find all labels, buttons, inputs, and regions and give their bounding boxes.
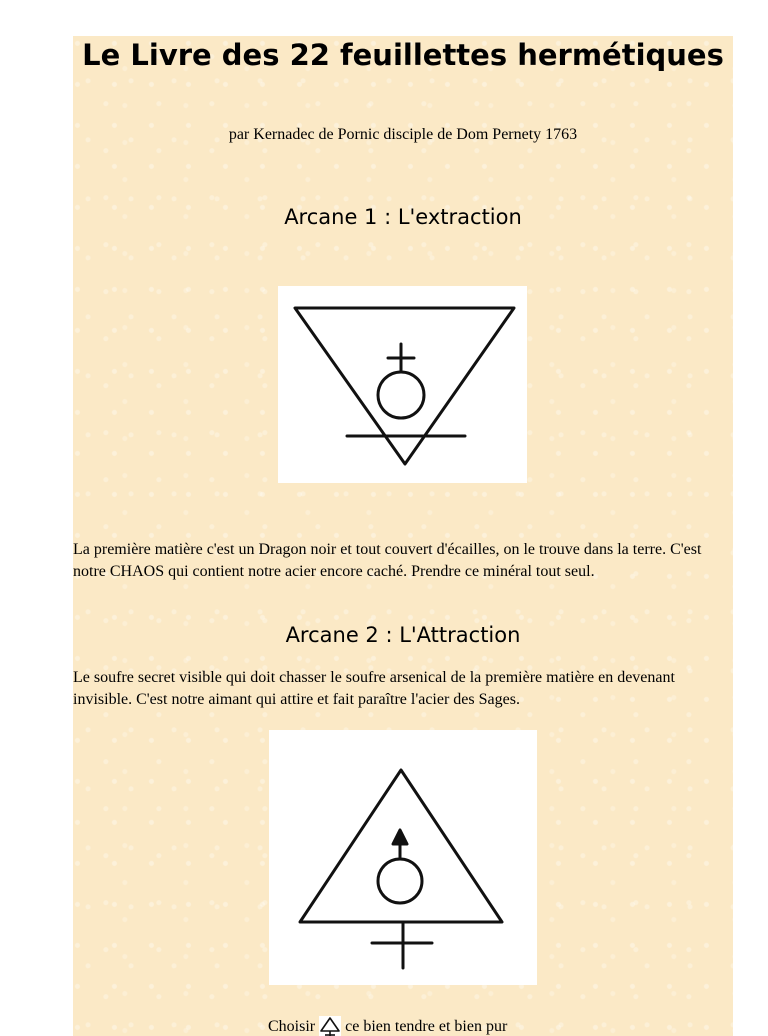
small-triangle-icon [319,1016,341,1036]
arcane-1-heading: Arcane 1 : L'extraction [284,205,522,229]
document-page [73,36,733,1036]
triangle-mars-sulfur-icon [269,730,537,985]
arcane-2-text: Le soufre secret visible qui doit chasser le soufre arsenical de la première matière en devenant invisible. C'est notre aimant qui attire et fait paraître l'acier des Sages. [73,669,675,708]
arcane-1-text: La première matière c'est un Dragon noir et tout couvert d'écailles, on le trouve dans la terre. C'est notre CHAOS qui contient notre acier encore caché. Prendre ce minéral tout seul. [73,541,702,580]
byline: par Kernadec de Pornic disciple de Dom Pernety 1763 [228,126,578,143]
inverted-triangle-mars-earth-icon [278,286,527,483]
arcane-2-heading: Arcane 2 : L'Attraction [285,623,521,647]
partial-text-before: Choisir [268,1018,316,1035]
page-title: Le Livre des 22 feuillettes hermétiques [82,38,724,72]
partial-text-line [268,1016,507,1036]
partial-text-after: ce bien tendre et bien pur [345,1018,508,1035]
